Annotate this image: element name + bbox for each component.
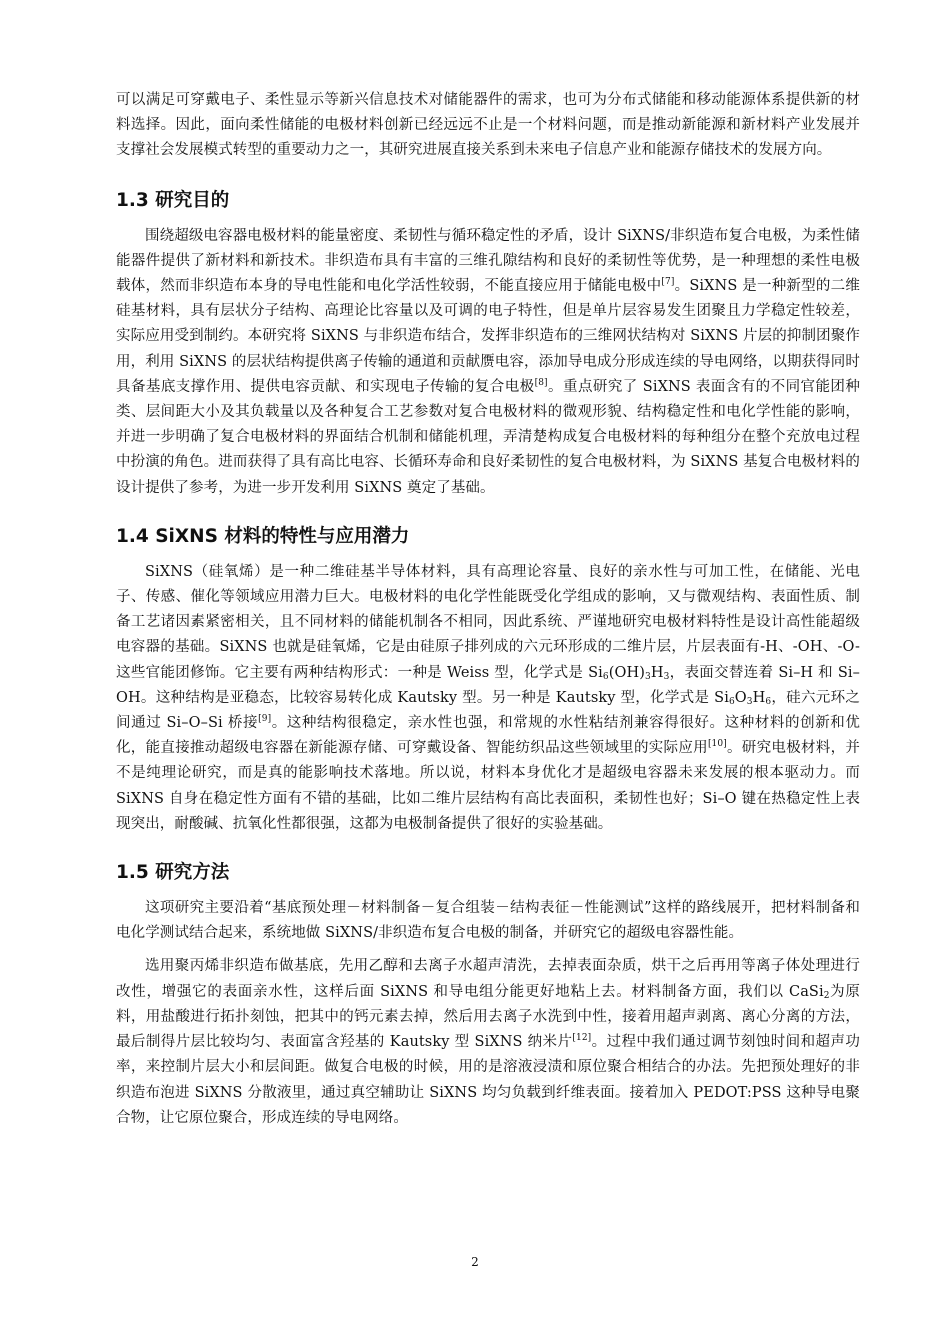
page-number: 2 bbox=[471, 1255, 479, 1269]
subscript: 6 bbox=[765, 696, 772, 707]
text-run: H bbox=[752, 689, 766, 706]
citation-ref: [7] bbox=[661, 277, 675, 288]
intro-paragraph: 可以满足可穿戴电子、柔性显示等新兴信息技术对储能器件的需求，也可为分布式储能和移动能源体系提供新的材料选择。因此，面向柔性储能的电极材料创新已经远远不止是一个材料问题，而是推动新能源和新材料产业发展并支撑社会发展模式转型的重要动力之一，其研究进展直接关系到未来电子信息产业和能源存储技术的发展方向。 bbox=[116, 92, 860, 159]
text-run: 。过程中我们通过调节刻蚀时间和超声功率，来控制片层大小和层间距。做复合电极的时候，用的是溶液浸渍和原位聚合相结合的办法。先把预处理好的非织造布泡进 SiXNS 分散液里，通过真空辅助让 SiXNS 均匀负载到纤维表面。接着加入 PEDOT:PSS 这种导电聚合物，让它原位聚合，形成连续的导电网络。 bbox=[116, 1034, 860, 1126]
text-run: 。SiXNS 是一种新型的二维硅基材料，具有层状分子结构、高理论比容量以及可调的电子特性，但是单片层容易发生团聚且力学稳定性较差，实际应用受到制约。本研究将 SiXNS 与非织造布结合，发挥非织造布的三维网状结构对 SiXNS 片层的抑制团聚作用，利用 SiXNS 的层状结构提供离子传输的通道和贡献赝电容，添加导电成分形成连续的导电网络，以期获得同时具备基底支撑作用、提供电容贡献、和实现电子传输的复合电极 bbox=[116, 278, 860, 395]
subscript: 2 bbox=[823, 990, 830, 1001]
citation-ref: [12] bbox=[572, 1033, 592, 1044]
section-heading-1-5: 1.5 研究方法 bbox=[116, 862, 230, 884]
subscript: 6 bbox=[728, 696, 735, 707]
section-heading-1-4: 1.4 SiXNS 材料的特性与应用潜力 bbox=[116, 525, 410, 547]
section-1-5-paragraph-2 bbox=[116, 954, 860, 1130]
section-1-4-paragraph bbox=[116, 560, 860, 837]
text-run: 。重点研究了 SiXNS 表面含有的不同官能团种类、层间距大小及其负载量以及各种复合工艺参数对复合电极材料的微观形貌、结构稳定性和电化学性能的影响，并进一步明确了复合电极材料的界面结合机制和储能机理，弄清楚构成复合电极材料的每种组分在整个充放电过程中扮演的角色。进而获得了具有高比电容、长循环寿命和良好柔韧性的复合电极材料，为 SiXNS 基复合电极材料的设计提供了参考，为进一步开发利用 SiXNS 奠定了基础。 bbox=[116, 378, 860, 496]
citation-ref: [8] bbox=[534, 377, 548, 388]
text-run: 选用聚丙烯非织造布做基底，先用乙醇和去离子水超声清洗，去掉表面杂质，烘干之后再用等离子体处理进行改性，增强它的表面亲水性，这样后面 SiXNS 和导电组分能更好地粘上去。材料制备方面，我们以 CaSi bbox=[116, 958, 860, 1000]
text-run: O bbox=[734, 689, 747, 706]
text-run: H bbox=[650, 664, 664, 681]
section-1-5-paragraph-1: 这项研究主要沿着“基底预处理－材料制备－复合组装－结构表征－性能测试”这样的路线展开，把材料制备和电化学测试结合起来，系统地做 SiXNS/非织造布复合电极的制备，并研究它的超级电容器性能。 bbox=[116, 900, 860, 942]
citation-ref: [10] bbox=[707, 739, 727, 750]
subscript: 6 bbox=[602, 671, 609, 682]
text-run: ，硅六元环之间通过 Si–O–Si 桥接 bbox=[116, 689, 860, 732]
text-run: 。研究电极材料，并不是纯理论研究，而是真的能影响技术落地。所以说，材料本身优化才是超级电容器未来发展的根本驱动力。而 SiXNS 自身在稳定性方面有不错的基础，比如二维片层结构有高比表面积，柔韧性也好；Si–O 键在热稳定性上表现突出，耐酸碱、抗氧化性都很强，这都为电极制备提供了很好的实验基础。 bbox=[116, 740, 860, 832]
document-page bbox=[116, 88, 860, 1131]
subscript: 3 bbox=[663, 671, 670, 682]
subscript: 3 bbox=[645, 671, 651, 682]
section-1-3-paragraph bbox=[116, 224, 860, 501]
text-run: 为原料，用盐酸进行拓扑刻蚀，把其中的钙元素去掉，然后用去离子水洗到中性，接着用超声剥离、离心分离的方法，最后制得片层比较均匀、表面富含羟基的 Kautsky 型 SiXNS 纳米片 bbox=[116, 983, 860, 1051]
text-run: (OH) bbox=[608, 664, 645, 681]
text-run: ，表面交替连着 Si–H 和 Si–OH。这种结构是亚稳态，比较容易转化成 Kautsky 型。另一种是 Kautsky 型，化学式是 Si bbox=[116, 664, 860, 706]
text-run: 围绕超级电容器电极材料的能量密度、柔韧性与循环稳定性的矛盾，设计 SiXNS/非织造布复合电极，为柔性储能器件提供了新材料和新技术。非织造布具有丰富的三维孔隙结构和良好的柔韧性等优势，是一种理想的柔性电极载体，然而非织造布本身的导电性能和电化学活性较弱，不能直接应用于储能电极中 bbox=[116, 227, 860, 295]
section-heading-1-3: 1.3 研究目的 bbox=[116, 189, 230, 211]
subscript: 3 bbox=[746, 696, 753, 707]
citation-ref: [9] bbox=[258, 714, 272, 725]
text-run: 。这种结构很稳定，亲水性也强，和常规的水性粘结剂兼容得很好。这种材料的创新和优化，能直接推动超级电容器在新能源存储、可穿戴设备、智能纺织品这些领域里的实际应用 bbox=[116, 715, 860, 757]
text-run: SiXNS（硅氧烯）是一种二维硅基半导体材料，具有高理论容量、良好的亲水性与可加工性，在储能、光电子、传感、催化等领域应用潜力巨大。电极材料的电化学性能既受化学组成的影响，又与微观结构、表面性质、制备工艺诸因素紧密相关，且不同材料的储能机制各不相同，因此系统、严谨地研究电极材料特性是设计高性能超级电容器的基础。SiXNS 也就是硅氧烯，它是由硅原子排列成的六元环形成的二维片层，片层表面有-H、-OH、-O-这些官能团修饰。它主要有两种结构形式：一种是 Weiss 型，化学式是 Si bbox=[116, 563, 860, 681]
